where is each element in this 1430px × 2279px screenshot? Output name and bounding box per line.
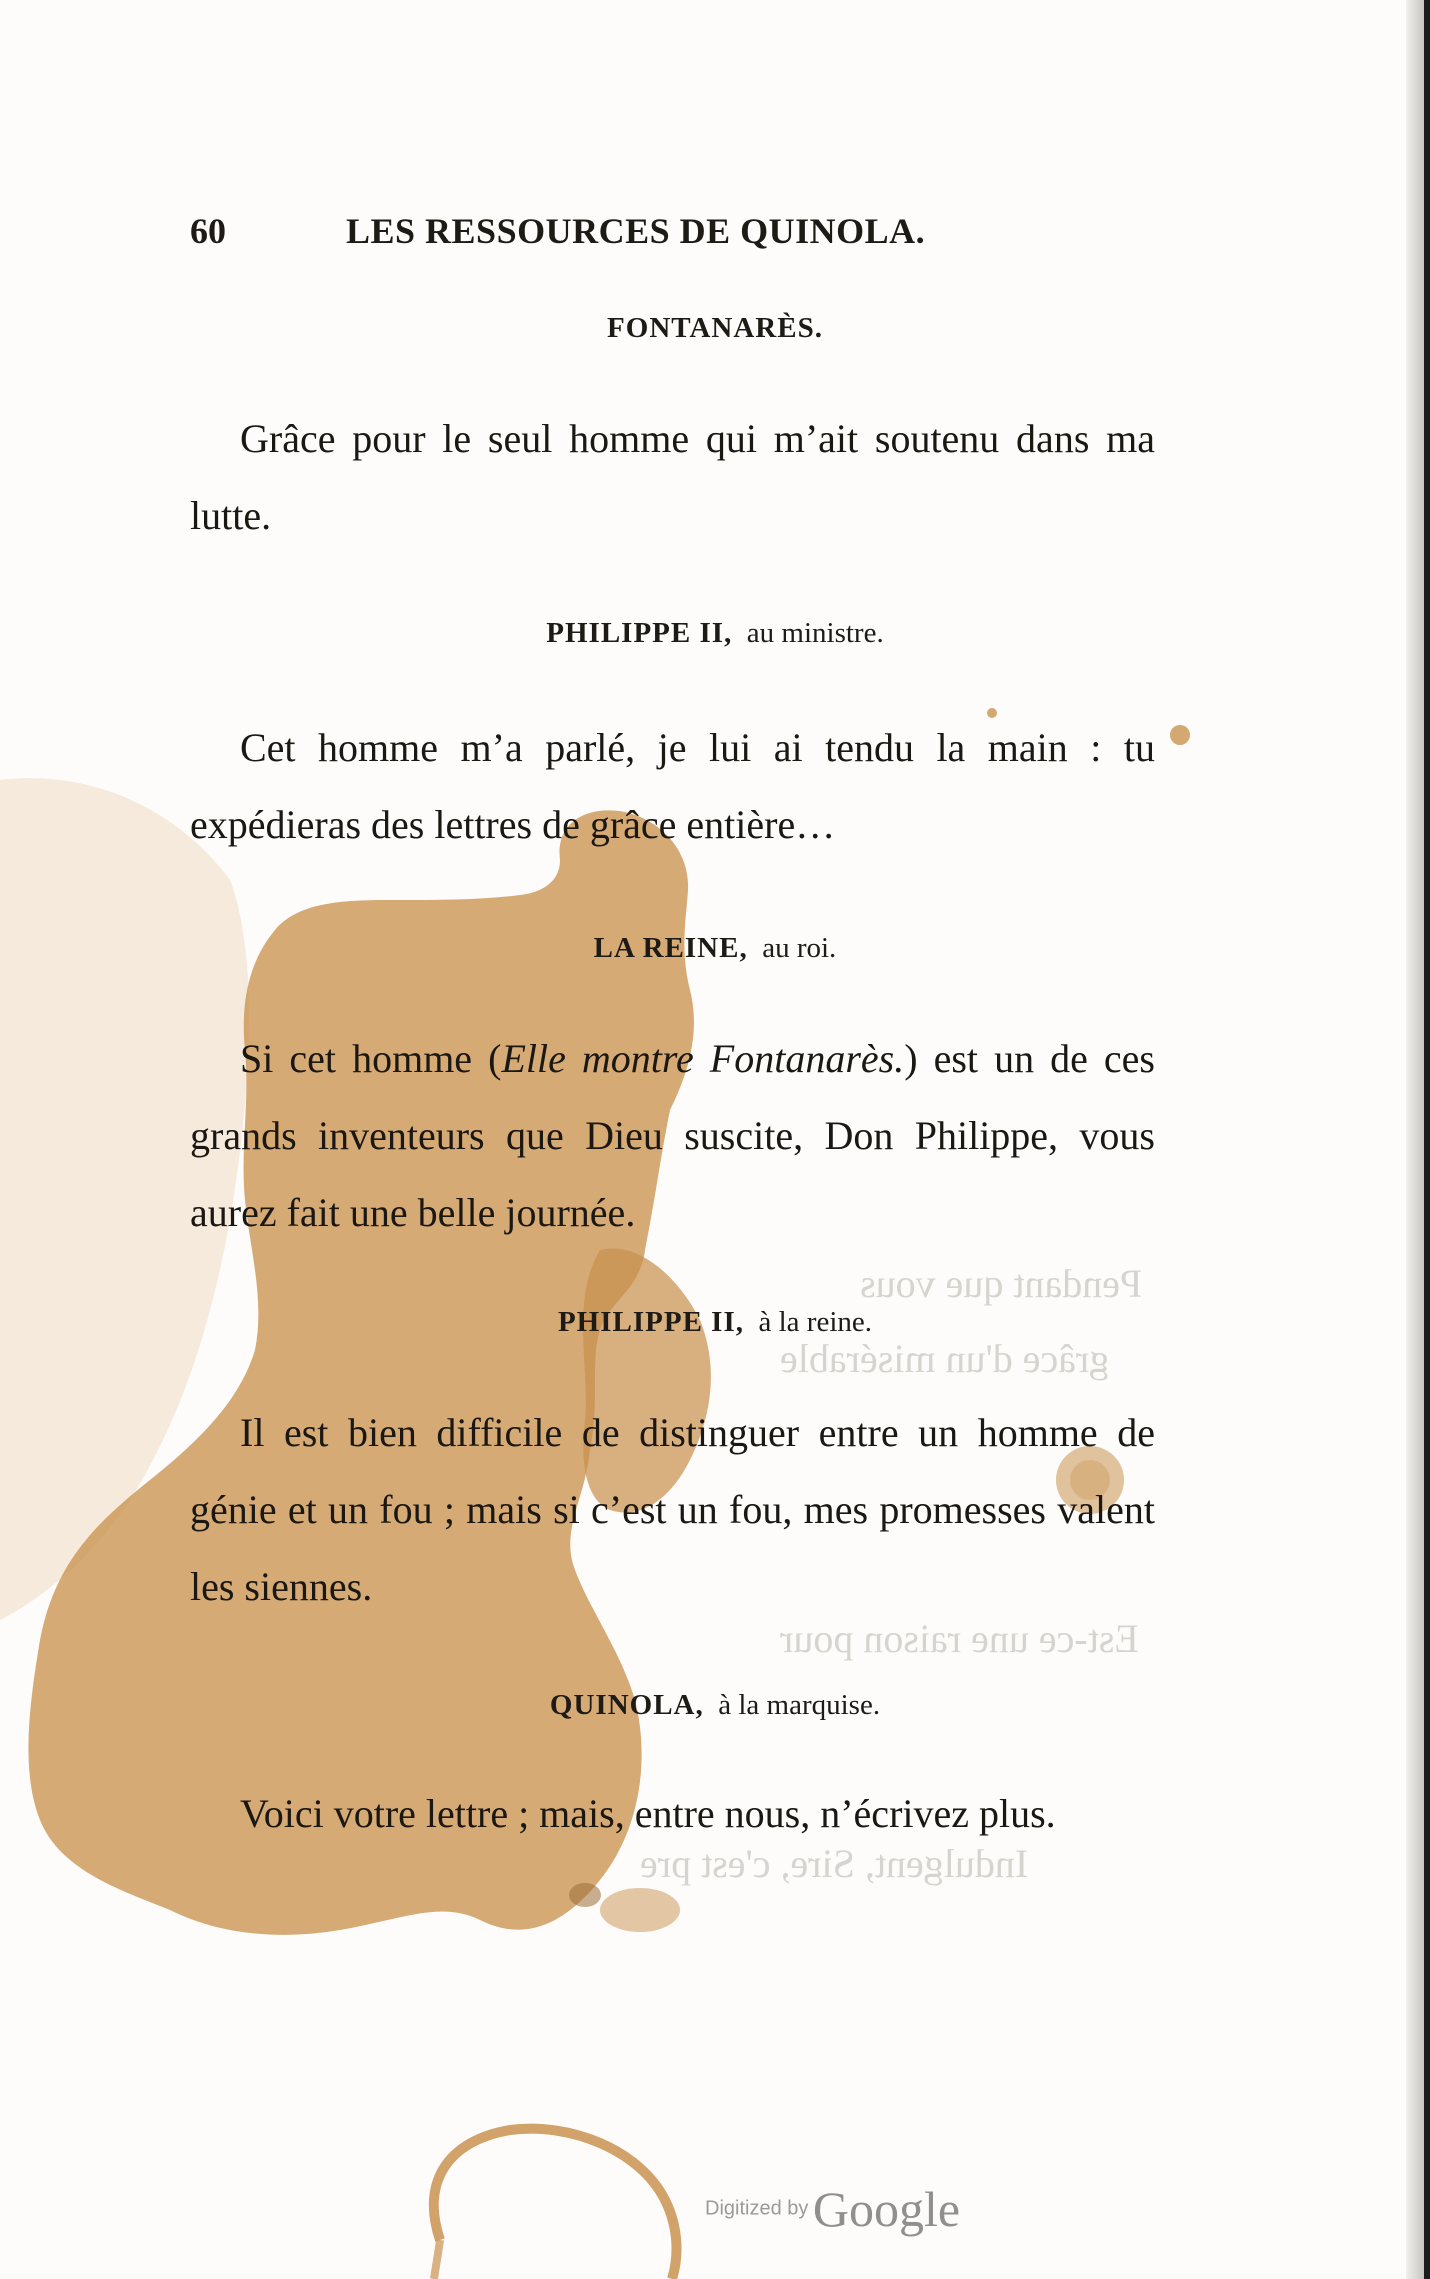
show-through-text: Est-ce une raison pour <box>780 1616 1139 1661</box>
stage-direction: à la marquise. <box>718 1689 881 1721</box>
speaker-line <box>0 1306 1430 1339</box>
dialogue-text: Voici votre lettre ; mais, entre nous, n’écrivez plus. <box>240 1791 1056 1836</box>
digitized-by-google-watermark <box>705 2180 960 2238</box>
speaker-name: PHILIPPE II, <box>557 1306 744 1338</box>
stage-direction: au ministre. <box>746 617 884 649</box>
speaker-line <box>0 932 1430 965</box>
speaker-name: PHILIPPE II, <box>546 617 733 649</box>
speaker-name: QUINOLA, <box>549 1689 704 1721</box>
dialogue-text: Il est bien difficile de distinguer entre un homme de génie et un fou ; mais si c’est un fou, mes promesses valent les siennes. <box>190 1410 1155 1609</box>
show-through-text: Indulgent, Sire, c'est pre <box>640 1841 1029 1886</box>
running-title: LES RESSOURCES DE QUINOLA. <box>346 211 926 251</box>
running-header <box>190 210 1010 260</box>
dialogue-text: Cet homme m’a parlé, je lui ai tendu la main : tu expédieras des lettres de grâce entière… <box>190 725 1155 847</box>
dialogue-text: Si cet homme ( <box>240 1036 502 1081</box>
dialogue-text: ) est un de ces grands inventeurs que Dieu suscite, Don Philippe, vous aurez fait une belle journée. <box>190 1036 1155 1235</box>
speaker-name: LA REINE, <box>593 932 748 964</box>
show-through-text: Pendant que vous <box>860 1261 1143 1306</box>
stage-direction: à la reine. <box>758 1306 873 1338</box>
stage-direction: au roi. <box>762 932 837 964</box>
speaker-line <box>0 617 1430 650</box>
page-number: 60 <box>190 211 226 251</box>
dialogue-paragraph <box>190 1775 1155 1852</box>
speaker-name: FONTANARÈS. <box>607 312 823 344</box>
dialogue-paragraph <box>190 1020 1155 1251</box>
dialogue-text: Grâce pour le seul homme qui m’ait soutenu dans ma lutte. <box>190 416 1155 538</box>
show-through-text: grâce d'un misérable <box>780 1336 1110 1381</box>
watermark-prefix: Digitized by <box>705 2197 809 2220</box>
google-logo: Google <box>812 2181 961 2237</box>
speaker-line <box>0 312 1430 345</box>
dialogue-paragraph <box>190 1394 1155 1625</box>
dialogue-paragraph <box>190 709 1155 863</box>
speaker-line <box>0 1689 1430 1722</box>
dialogue-paragraph <box>190 400 1155 554</box>
stage-direction-inline: Elle montre Fontanarès. <box>501 1036 905 1081</box>
